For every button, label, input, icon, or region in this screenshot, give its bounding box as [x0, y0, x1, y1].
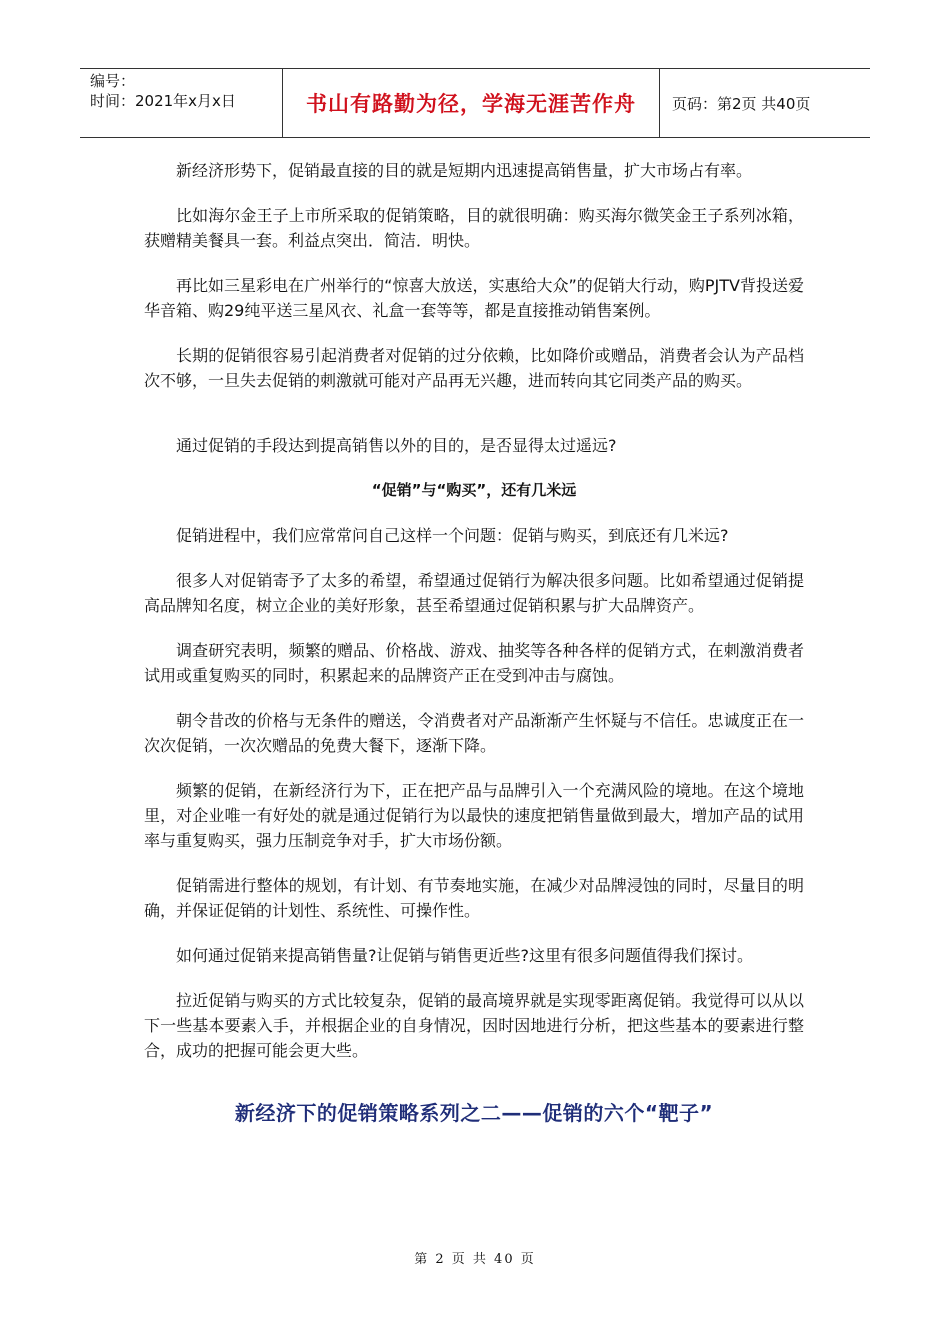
- header-page-info: 页码：第2页 共40页: [672, 94, 811, 113]
- paragraph: 频繁的促销，在新经济行为下，正在把产品与品牌引入一个充满风险的境地。在这个境地里，对企业唯一有好处的就是通过促销行为以最快的速度把销售量做到最大，增加产品的试用率与重复购买，强力压制竞争对手，扩大市场份额。: [144, 781, 804, 850]
- paragraph: 促销进程中，我们应常常问自己这样一个问题：促销与购买，到底还有几米远?: [176, 526, 729, 545]
- page-footer: 第 2 页 共 40 页: [414, 1252, 536, 1267]
- paragraph: 再比如三星彩电在广州举行的“惊喜大放送，实惠给大众”的促销大行动，购PJTV背投送爱华音箱、购29纯平送三星风衣、礼盒一套等等，都是直接推动销售案例。: [144, 276, 804, 320]
- paragraph: 通过促销的手段达到提高销售以外的目的，是否显得太过遥远?: [176, 436, 617, 455]
- paragraph: 拉近促销与购买的方式比较复杂，促销的最高境界就是实现零距离促销。我觉得可以从以下一些基本要素入手，并根据企业的自身情况，因时因地进行分析，把这些基本的要素进行整合，成功的把握可能会更大些。: [144, 991, 804, 1060]
- header-motto: 书山有路勤为径，学海无涯苦作舟: [282, 69, 660, 137]
- header-meta: [80, 69, 282, 137]
- paragraph: 如何通过促销来提高销售量?让促销与销售更近些?这里有很多问题值得我们探讨。: [176, 946, 753, 965]
- paragraph: 朝令昔改的价格与无条件的赠送，令消费者对产品渐渐产生怀疑与不信任。忠诚度正在一次次促销，一次次赠品的免费大餐下，逐渐下降。: [144, 711, 804, 755]
- paragraph: 调查研究表明，频繁的赠品、价格战、游戏、抽奖等各种各样的促销方式，在刺激消费者试用或重复购买的同时，积累起来的品牌资产正在受到冲击与腐蚀。: [144, 641, 804, 685]
- paragraph: 促销需进行整体的规划，有计划、有节奏地实施，在减少对品牌浸蚀的同时，尽量目的明确，并保证促销的计划性、系统性、可操作性。: [144, 876, 804, 920]
- subheading: “促销”与“购买”，还有几米远: [371, 481, 577, 499]
- paragraph: 新经济形势下，促销最直接的目的就是短期内迅速提高销售量，扩大市场占有率。: [176, 161, 753, 180]
- paragraph: 长期的促销很容易引起消费者对促销的过分依赖，比如降价或赠品，消费者会认为产品档次不够，一旦失去促销的刺激就可能对产品再无兴趣，进而转向其它同类产品的购买。: [144, 346, 804, 390]
- section-title: 新经济下的促销策略系列之二——促销的六个“靶子”: [234, 1101, 714, 1125]
- serial-label: 编号：: [90, 72, 136, 90]
- page-header: [80, 68, 870, 138]
- paragraph: 很多人对促销寄予了太多的希望，希望通过促销行为解决很多问题。比如希望通过促销提高品牌知名度，树立企业的美好形象，甚至希望通过促销积累与扩大品牌资产。: [144, 571, 804, 615]
- paragraph: 比如海尔金王子上市所采取的促销策略，目的就很明确：购买海尔微笑金王子系列冰箱，获赠精美餐具一套。利益点突出．简洁．明快。: [144, 206, 804, 250]
- document-body: [144, 158, 804, 1126]
- date-label: 时间：2021年x月x日: [90, 92, 236, 110]
